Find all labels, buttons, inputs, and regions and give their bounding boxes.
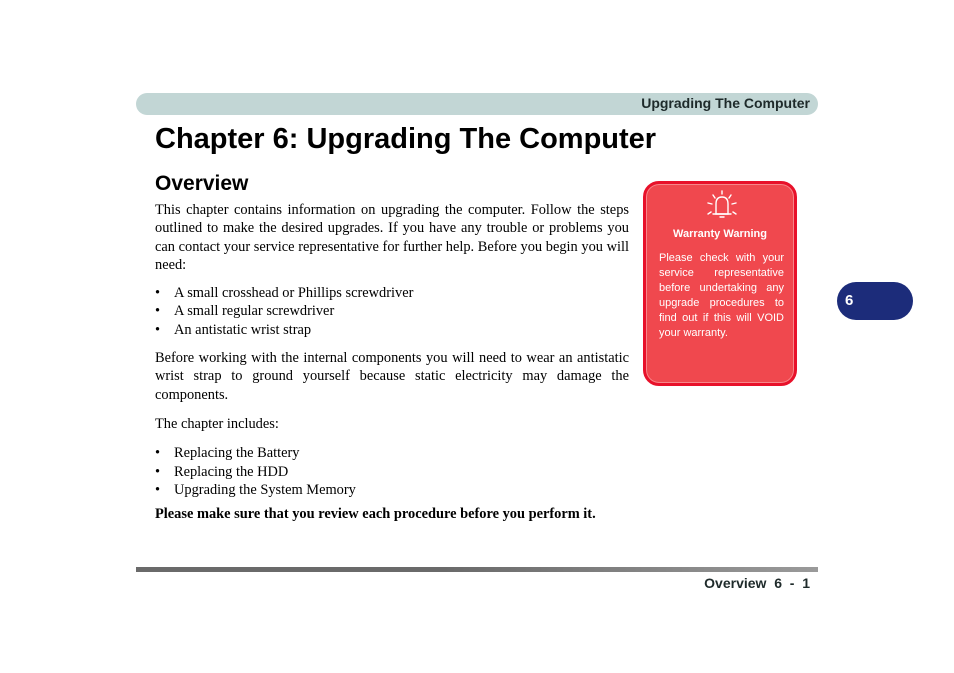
running-header [136,93,818,115]
list-item: • A small crosshead or Phillips screwdriver [155,284,629,302]
section-title: Overview [155,172,249,195]
body-column [155,201,629,523]
list-item: • Replacing the Battery [155,444,629,462]
warning-text: Please check with your service representative before undertaking any upgrade procedures to find out if this will VOID your warranty. [659,252,784,339]
warranty-warning-box [643,181,797,386]
warning-alarm-icon [703,190,741,220]
includes-label: The chapter includes: [155,415,279,432]
warning-title: Warranty Warning [673,228,767,240]
topics-list [155,444,629,499]
chapter-title: Chapter 6: Upgrading The Computer [155,123,657,155]
page-footer: Overview 6 - 1 [704,575,810,591]
list-item: • A small regular screwdriver [155,302,629,320]
chapter-tab-number: 6 [845,292,854,309]
list-item: • Replacing the HDD [155,463,629,481]
tools-list [155,284,629,339]
list-item: • Upgrading the System Memory [155,481,629,499]
static-note-paragraph: Before working with the internal components you will need to wear an antistatic wrist strap to ground yourself because static electricity may damage the components. [155,350,629,403]
closing-note: Please make sure that you review each procedure before you perform it. [155,506,596,523]
running-header-title: Upgrading The Computer [641,95,810,111]
chapter-tab [837,282,913,320]
list-item: • An antistatic wrist strap [155,321,629,339]
intro-paragraph: This chapter contains information on upgrading the computer. Follow the steps outlined to make the desired upgrades. If you have any trouble or problems you can contact your service representative for further help. Before you begin you will need: [155,202,629,273]
footer-rule [136,567,818,572]
